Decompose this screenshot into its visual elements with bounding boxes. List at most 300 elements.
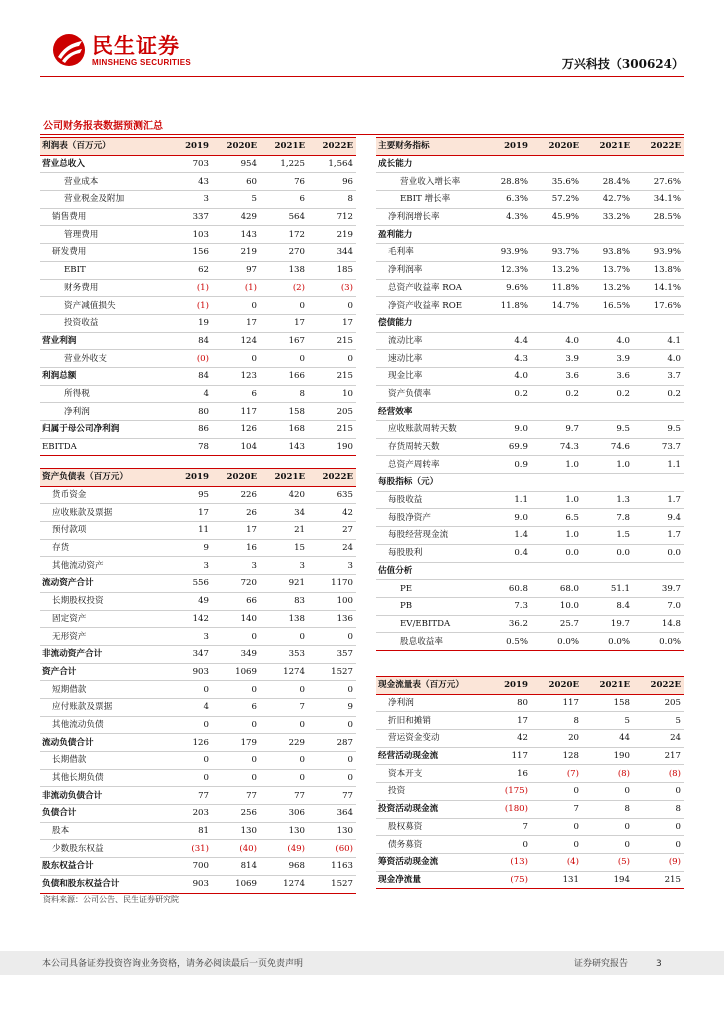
table-row — [376, 261, 684, 279]
cell-value: 4 — [164, 385, 212, 403]
table-row — [376, 818, 684, 836]
cell-value: 1.3 — [582, 491, 633, 509]
table-row — [40, 681, 356, 699]
cell-value: 19.7 — [582, 615, 633, 633]
cell-value: (1) — [164, 279, 212, 297]
cell-value: 190 — [308, 438, 356, 456]
row-label: 应付账款及票据 — [40, 698, 164, 716]
row-label: 每股指标（元） — [376, 474, 480, 492]
table-row — [376, 562, 684, 580]
cell-value — [531, 562, 582, 580]
cell-value: 4.3 — [480, 350, 531, 368]
cell-value: 156 — [164, 244, 212, 262]
cell-value: 81 — [164, 822, 212, 840]
cell-value: 140 — [212, 610, 260, 628]
income-statement-table — [40, 137, 356, 456]
cell-value: 9 — [308, 698, 356, 716]
cell-value: 27.6% — [633, 173, 684, 191]
table-row — [376, 783, 684, 801]
table-row — [40, 314, 356, 332]
disclaimer-text: 本公司具备证券投资咨询业务资格，请务必阅读最后一页免责声明 — [42, 959, 304, 969]
cell-value: 43 — [164, 173, 212, 191]
row-label: 长期借款 — [40, 752, 164, 770]
cell-value: 17 — [212, 314, 260, 332]
cell-value — [633, 403, 684, 421]
cell-value: 68.0 — [531, 580, 582, 598]
row-label: 营业外收支 — [40, 350, 164, 368]
year-header: 2021E — [582, 138, 633, 156]
table-row — [376, 438, 684, 456]
cell-value: 86 — [164, 421, 212, 439]
report-type-label: 证券研究报告 — [574, 959, 629, 969]
cell-value: 8.4 — [582, 597, 633, 615]
year-header: 2019 — [164, 469, 212, 487]
cell-value: 16.5% — [582, 297, 633, 315]
cell-value: 9.4 — [633, 509, 684, 527]
cell-value: (4) — [531, 853, 582, 871]
cell-value: 215 — [308, 367, 356, 385]
table-row — [376, 191, 684, 209]
cell-value: 34.1% — [633, 191, 684, 209]
cell-value: 13.7% — [582, 261, 633, 279]
cell-value: 97 — [212, 261, 260, 279]
cell-value: 128 — [531, 747, 582, 765]
page-number: 3 — [656, 959, 662, 969]
cell-value: 6 — [212, 698, 260, 716]
cell-value — [480, 314, 531, 332]
row-label: 固定资产 — [40, 610, 164, 628]
row-label: 盈利能力 — [376, 226, 480, 244]
cell-value: 9.6% — [480, 279, 531, 297]
cell-value: 28.4% — [582, 173, 633, 191]
table-row — [40, 698, 356, 716]
row-label: 资产减值损失 — [40, 297, 164, 315]
cell-value: 28.5% — [633, 208, 684, 226]
cell-value: 287 — [308, 734, 356, 752]
table-row — [40, 822, 356, 840]
cell-value: 7 — [531, 800, 582, 818]
cell-value: 143 — [212, 226, 260, 244]
cell-value: 0 — [212, 769, 260, 787]
table-row — [376, 544, 684, 562]
cell-value: 158 — [260, 403, 308, 421]
row-label: 应收账款及票据 — [40, 504, 164, 522]
cell-value: 0 — [308, 769, 356, 787]
table-row — [40, 226, 356, 244]
cell-value: 0 — [164, 769, 212, 787]
cell-value: 130 — [308, 822, 356, 840]
cell-value: 123 — [212, 367, 260, 385]
cell-value: 117 — [212, 403, 260, 421]
cell-value: 0 — [164, 752, 212, 770]
table-row — [40, 840, 356, 858]
table-row — [376, 633, 684, 651]
table-row — [40, 805, 356, 823]
cell-value: 4 — [164, 698, 212, 716]
table-row — [376, 712, 684, 730]
table-row — [40, 734, 356, 752]
cell-value: 190 — [582, 747, 633, 765]
row-label: 经营效率 — [376, 403, 480, 421]
row-label: 营业税金及附加 — [40, 191, 164, 209]
financial-indicators-table — [376, 137, 684, 651]
row-label: 筹资活动现金流 — [376, 853, 480, 871]
year-header: 2022E — [308, 138, 356, 156]
cell-value: 1527 — [308, 875, 356, 893]
year-header: 2022E — [633, 138, 684, 156]
cell-value: 3 — [164, 191, 212, 209]
cell-value: 1069 — [212, 875, 260, 893]
row-label: 成长能力 — [376, 155, 480, 173]
cell-value: 0 — [212, 350, 260, 368]
cell-value: 205 — [633, 694, 684, 712]
table-row — [40, 332, 356, 350]
cell-value: 0.0% — [582, 633, 633, 651]
table-row — [40, 421, 356, 439]
cell-value: 1.7 — [633, 491, 684, 509]
cell-value: 49 — [164, 592, 212, 610]
cell-value: 0 — [212, 297, 260, 315]
cell-value: (7) — [531, 765, 582, 783]
cell-value — [480, 474, 531, 492]
table-row — [40, 858, 356, 876]
cell-value: 77 — [212, 787, 260, 805]
cell-value: 0 — [531, 818, 582, 836]
cell-value: 4.0 — [531, 332, 582, 350]
cell-value: 33.2% — [582, 208, 633, 226]
table-row — [40, 752, 356, 770]
cell-value: 712 — [308, 208, 356, 226]
cell-value: 0.5% — [480, 633, 531, 651]
row-label: 股本 — [40, 822, 164, 840]
row-label: 其他流动负债 — [40, 716, 164, 734]
cell-value: 0 — [260, 297, 308, 315]
table-row — [376, 208, 684, 226]
cell-value: 556 — [164, 575, 212, 593]
cell-value: (40) — [212, 840, 260, 858]
cell-value: 215 — [308, 421, 356, 439]
table-row — [376, 800, 684, 818]
cell-value: 337 — [164, 208, 212, 226]
cell-value: 3.9 — [582, 350, 633, 368]
cell-value — [633, 226, 684, 244]
row-label: PB — [376, 597, 480, 615]
table-row — [376, 350, 684, 368]
cell-value: 24 — [633, 730, 684, 748]
table-row — [40, 875, 356, 893]
cell-value: 1.0 — [531, 527, 582, 545]
cell-value: 420 — [260, 486, 308, 504]
cell-value: 347 — [164, 645, 212, 663]
cell-value: 12.3% — [480, 261, 531, 279]
table-header-row — [40, 138, 356, 156]
table-row — [376, 226, 684, 244]
cell-value — [531, 226, 582, 244]
row-label: 其他流动资产 — [40, 557, 164, 575]
table-row — [40, 663, 356, 681]
cell-value: 364 — [308, 805, 356, 823]
row-label: 现金比率 — [376, 367, 480, 385]
cell-value: 42.7% — [582, 191, 633, 209]
cell-value: 1527 — [308, 663, 356, 681]
row-label: PE — [376, 580, 480, 598]
table-row — [40, 297, 356, 315]
cell-value: 968 — [260, 858, 308, 876]
cell-value: 0 — [260, 681, 308, 699]
cell-value — [531, 403, 582, 421]
cell-value — [480, 403, 531, 421]
row-label: 所得税 — [40, 385, 164, 403]
cell-value: 14.7% — [531, 297, 582, 315]
row-label: 投资活动现金流 — [376, 800, 480, 818]
table-row — [40, 557, 356, 575]
cell-value: 74.3 — [531, 438, 582, 456]
row-label: 净资产收益率 ROE — [376, 297, 480, 315]
row-label: 负债合计 — [40, 805, 164, 823]
row-label: 营运资金变动 — [376, 730, 480, 748]
cell-value: 20 — [531, 730, 582, 748]
cell-value: (8) — [633, 765, 684, 783]
cell-value: 185 — [308, 261, 356, 279]
table-row — [40, 385, 356, 403]
cell-value: 0 — [308, 350, 356, 368]
cell-value: 74.6 — [582, 438, 633, 456]
row-label: EBIT 增长率 — [376, 191, 480, 209]
cell-value: 35.6% — [531, 173, 582, 191]
cell-value: 136 — [308, 610, 356, 628]
cell-value: 84 — [164, 332, 212, 350]
year-header: 2021E — [582, 677, 633, 695]
cell-value: 0.2 — [582, 385, 633, 403]
data-source-note: 资料来源：公司公告、民生证券研究院 — [43, 895, 179, 904]
cell-value: 3.9 — [531, 350, 582, 368]
year-header: 2020E — [212, 138, 260, 156]
table-row — [376, 694, 684, 712]
cell-value: 0 — [582, 783, 633, 801]
year-header: 2022E — [633, 677, 684, 695]
cell-value: 703 — [164, 155, 212, 173]
cell-value: 0 — [260, 716, 308, 734]
table-title: 现金流量表（百万元） — [376, 677, 480, 695]
cell-value: 76 — [260, 173, 308, 191]
cell-value: 357 — [308, 645, 356, 663]
row-label: 每股股利 — [376, 544, 480, 562]
cell-value: 4.4 — [480, 332, 531, 350]
cell-value: 3 — [164, 628, 212, 646]
row-label: 资产负债率 — [376, 385, 480, 403]
cell-value: (0) — [164, 350, 212, 368]
table-row — [40, 787, 356, 805]
table-row — [376, 155, 684, 173]
year-header: 2021E — [260, 469, 308, 487]
cell-value: 62 — [164, 261, 212, 279]
cell-value: 8 — [633, 800, 684, 818]
cell-value: 0 — [164, 681, 212, 699]
table-row — [376, 421, 684, 439]
table-row — [376, 853, 684, 871]
row-label: 流动负债合计 — [40, 734, 164, 752]
row-label: 长期股权投资 — [40, 592, 164, 610]
row-label: 应收账款周转天数 — [376, 421, 480, 439]
cell-value: 73.7 — [633, 438, 684, 456]
cell-value: 8 — [582, 800, 633, 818]
cell-value: (8) — [582, 765, 633, 783]
cell-value: 95 — [164, 486, 212, 504]
cell-value: 226 — [212, 486, 260, 504]
cash-flow-table — [376, 676, 684, 889]
row-label: 债务募资 — [376, 836, 480, 854]
table-row — [40, 173, 356, 191]
cell-value: 179 — [212, 734, 260, 752]
table-row — [376, 580, 684, 598]
table-row — [40, 208, 356, 226]
cell-value: 3.6 — [531, 367, 582, 385]
cell-value: 0 — [531, 836, 582, 854]
table-row — [376, 747, 684, 765]
table-row — [376, 279, 684, 297]
cell-value: 0 — [212, 716, 260, 734]
table-row — [40, 716, 356, 734]
row-label: 现金净流量 — [376, 871, 480, 889]
cell-value: 0 — [212, 681, 260, 699]
table-row — [376, 871, 684, 889]
cell-value: 15 — [260, 539, 308, 557]
cell-value: 8 — [308, 191, 356, 209]
table-row — [376, 765, 684, 783]
cell-value: 11.8% — [480, 297, 531, 315]
cell-value: 16 — [480, 765, 531, 783]
table-header-row — [376, 677, 684, 695]
cell-value: 77 — [260, 787, 308, 805]
table-row — [40, 279, 356, 297]
row-label: 折旧和摊销 — [376, 712, 480, 730]
cell-value: 77 — [164, 787, 212, 805]
cell-value: 0 — [164, 716, 212, 734]
row-label: 每股经营现金流 — [376, 527, 480, 545]
cell-value: 158 — [582, 694, 633, 712]
cell-value: 103 — [164, 226, 212, 244]
cell-value: (3) — [308, 279, 356, 297]
table-title: 主要财务指标 — [376, 138, 480, 156]
cell-value: 0.0% — [633, 633, 684, 651]
cell-value: 3 — [212, 557, 260, 575]
cell-value: (49) — [260, 840, 308, 858]
row-label: 每股收益 — [376, 491, 480, 509]
table-row — [40, 486, 356, 504]
row-label: 财务费用 — [40, 279, 164, 297]
cell-value: (1) — [164, 297, 212, 315]
row-label: 货币资金 — [40, 486, 164, 504]
row-label: 短期借款 — [40, 681, 164, 699]
cell-value: 13.2% — [582, 279, 633, 297]
cell-value: 143 — [260, 438, 308, 456]
cell-value: (180) — [480, 800, 531, 818]
cell-value: 0 — [260, 350, 308, 368]
cell-value — [633, 314, 684, 332]
row-label: 负债和股东权益合计 — [40, 875, 164, 893]
row-label: 净利润 — [376, 694, 480, 712]
cell-value: 130 — [260, 822, 308, 840]
cell-value — [582, 562, 633, 580]
cell-value: 203 — [164, 805, 212, 823]
cell-value: 14.1% — [633, 279, 684, 297]
cell-value: (5) — [582, 853, 633, 871]
cell-value: 1.4 — [480, 527, 531, 545]
table-row — [40, 522, 356, 540]
cell-value: 9.0 — [480, 421, 531, 439]
table-row — [40, 628, 356, 646]
cell-value: 1,225 — [260, 155, 308, 173]
table-row — [376, 527, 684, 545]
cell-value: 219 — [212, 244, 260, 262]
cell-value: 1.1 — [480, 491, 531, 509]
cell-value: 117 — [480, 747, 531, 765]
cell-value: 5 — [582, 712, 633, 730]
cell-value: 0 — [308, 681, 356, 699]
cell-value: (9) — [633, 853, 684, 871]
cell-value: 0 — [212, 628, 260, 646]
cell-value: 13.2% — [531, 261, 582, 279]
cell-value: 1069 — [212, 663, 260, 681]
row-label: 少数股东权益 — [40, 840, 164, 858]
year-header: 2019 — [164, 138, 212, 156]
cell-value: 42 — [480, 730, 531, 748]
cell-value: 219 — [308, 226, 356, 244]
cell-value: 1.5 — [582, 527, 633, 545]
table-header-row — [376, 138, 684, 156]
cell-value: 10.0 — [531, 597, 582, 615]
table-row — [376, 730, 684, 748]
cell-value: 96 — [308, 173, 356, 191]
cell-value: 17 — [260, 314, 308, 332]
row-label: 股权募资 — [376, 818, 480, 836]
cell-value: 1.0 — [531, 456, 582, 474]
minsheng-logo-icon — [52, 33, 86, 67]
table-title: 资产负债表（百万元） — [40, 469, 164, 487]
cell-value: 124 — [212, 332, 260, 350]
cell-value — [633, 474, 684, 492]
logo-chinese-text: 民生证券 — [92, 34, 180, 58]
cell-value: 44 — [582, 730, 633, 748]
row-label: 经营活动现金流 — [376, 747, 480, 765]
cell-value: 100 — [308, 592, 356, 610]
cell-value: 1163 — [308, 858, 356, 876]
cell-value: 51.1 — [582, 580, 633, 598]
cell-value: 27 — [308, 522, 356, 540]
cell-value: 69.9 — [480, 438, 531, 456]
cell-value: 14.8 — [633, 615, 684, 633]
cell-value: 138 — [260, 261, 308, 279]
cell-value: 57.2% — [531, 191, 582, 209]
table-row — [40, 155, 356, 173]
cell-value: 80 — [480, 694, 531, 712]
row-label: 资本开支 — [376, 765, 480, 783]
row-label: 存货周转天数 — [376, 438, 480, 456]
cell-value: 8 — [531, 712, 582, 730]
table-row — [40, 645, 356, 663]
table-row — [376, 332, 684, 350]
cell-value: 256 — [212, 805, 260, 823]
year-header: 2019 — [480, 677, 531, 695]
cell-value: 954 — [212, 155, 260, 173]
cell-value: 0.0% — [531, 633, 582, 651]
cell-value: 4.0 — [480, 367, 531, 385]
cell-value: 142 — [164, 610, 212, 628]
year-header: 2019 — [480, 138, 531, 156]
row-label: 非流动资产合计 — [40, 645, 164, 663]
cell-value: 7 — [480, 818, 531, 836]
cell-value: 903 — [164, 875, 212, 893]
